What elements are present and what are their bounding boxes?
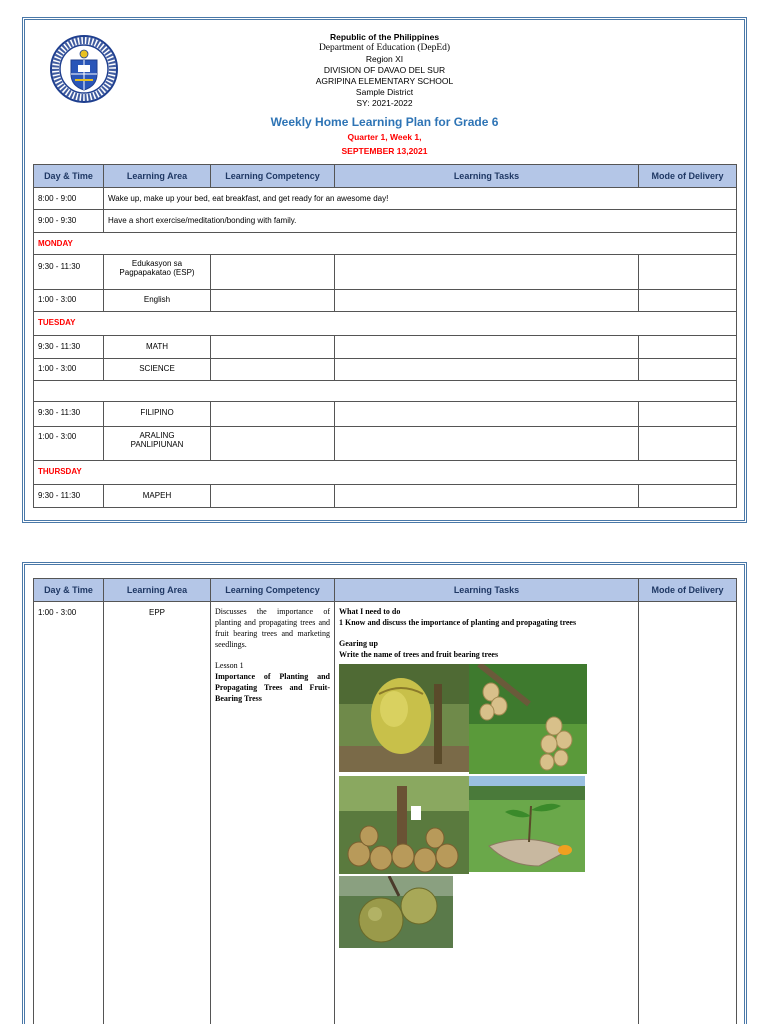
col-header-learning-tasks: Learning Tasks [335, 579, 639, 602]
col-header-learning-competency: Learning Competency [211, 579, 335, 602]
cell-empty [335, 290, 639, 312]
table-row [34, 402, 737, 427]
table-row [34, 210, 737, 233]
document-header [25, 20, 744, 164]
day-label-monday: MONDAY [34, 233, 737, 255]
cell-area: MAPEH [104, 485, 211, 508]
table-row [34, 188, 737, 210]
table-row-day [34, 312, 737, 336]
cell-area: ARALING PANLIPIUNAN [104, 427, 211, 461]
table-header-row [34, 579, 737, 602]
cell-empty [211, 427, 335, 461]
cell-area: FILIPINO [104, 402, 211, 427]
table-row-day [34, 381, 737, 402]
cell-time: 9:30 - 11:30 [34, 402, 104, 427]
header-school: AGRIPINA ELEMENTARY SCHOOL [315, 76, 454, 86]
cell-empty [335, 402, 639, 427]
table-row-day [34, 461, 737, 485]
col-header-day-time: Day & Time [34, 579, 104, 602]
santol-photo [339, 876, 453, 948]
cell-empty [639, 336, 737, 359]
epp-table [33, 578, 737, 1024]
cell-empty [211, 290, 335, 312]
task-heading: What I need to do [339, 607, 401, 616]
table-row [34, 255, 737, 290]
cell-time: 9:30 - 11:30 [34, 485, 104, 508]
cell-empty [335, 255, 639, 290]
table-row [34, 602, 737, 1024]
lanzones-photo [469, 664, 587, 774]
cell-empty [335, 336, 639, 359]
jackfruit-photo [339, 664, 469, 772]
lesson-number: Lesson 1 [215, 661, 244, 670]
schedule-table [33, 164, 737, 508]
cell-empty [639, 427, 737, 461]
cell-area: Edukasyon sa Pagpapakatao (ESP) [104, 255, 211, 290]
header-department: Department of Education (DepEd) [318, 43, 451, 53]
cell-time: 1:00 - 3:00 [34, 290, 104, 312]
day-label-empty [34, 381, 737, 402]
cell-empty [211, 359, 335, 381]
lesson-title: Importance of Planting and Propagating Trees and Fruit- Bearing Tress [215, 672, 330, 703]
table-row [34, 359, 737, 381]
col-header-mode-of-delivery: Mode of Delivery [639, 579, 737, 602]
cell-time: 9:30 - 11:30 [34, 336, 104, 359]
cell-competency [211, 602, 335, 1024]
header-region: Region XI [365, 54, 404, 64]
gearing-up-heading: Gearing up [339, 639, 378, 648]
page-one [22, 17, 747, 523]
table-row-day [34, 233, 737, 255]
col-header-learning-tasks: Learning Tasks [335, 165, 639, 188]
cell-routine: Wake up, make up your bed, eat breakfast, and get ready for an awesome day! [104, 188, 737, 210]
plan-date: SEPTEMBER 13,2021 [341, 146, 428, 156]
col-header-learning-competency: Learning Competency [211, 165, 335, 188]
page-two [22, 562, 747, 1024]
quarter-week: Quarter 1, Week 1, [347, 132, 422, 142]
competency-text: Discusses the importance of planting and propagating trees and fruit bearing trees and marketing seedlings. [215, 607, 330, 649]
durian-photo [339, 776, 469, 874]
col-header-mode-of-delivery: Mode of Delivery [639, 165, 737, 188]
plan-title: Weekly Home Learning Plan for Grade 6 [270, 115, 499, 129]
cell-time: 1:00 - 3:00 [34, 602, 104, 1024]
header-school-year: SY: 2021-2022 [356, 98, 413, 108]
table-row [34, 485, 737, 508]
cell-empty [335, 485, 639, 508]
cell-empty [211, 336, 335, 359]
cell-time: 1:00 - 3:00 [34, 359, 104, 381]
day-label-tuesday: TUESDAY [34, 312, 737, 336]
cell-area: EPP [104, 602, 211, 1024]
cell-empty [639, 255, 737, 290]
mango-seedling-photo [469, 776, 585, 872]
table-header-row [34, 165, 737, 188]
table-row [34, 336, 737, 359]
cell-empty [211, 402, 335, 427]
cell-empty [639, 402, 737, 427]
cell-time: 9:30 - 11:30 [34, 255, 104, 290]
table-row [34, 290, 737, 312]
cell-routine: Have a short exercise/meditation/bonding with family. [104, 210, 737, 233]
cell-time: 9:00 - 9:30 [34, 210, 104, 233]
cell-area: MATH [104, 336, 211, 359]
task-item: 1 Know and discuss the importance of planting and propagating trees [339, 618, 577, 627]
cell-empty [639, 359, 737, 381]
cell-empty [335, 359, 639, 381]
cell-empty [335, 427, 639, 461]
table-row [34, 427, 737, 461]
cell-empty [211, 485, 335, 508]
cell-time: 8:00 - 9:00 [34, 188, 104, 210]
day-label-thursday: THURSDAY [34, 461, 737, 485]
cell-empty [639, 485, 737, 508]
col-header-learning-area: Learning Area [104, 165, 211, 188]
cell-empty [639, 290, 737, 312]
col-header-learning-area: Learning Area [104, 579, 211, 602]
header-division: DIVISION OF DAVAO DEL SUR [323, 65, 446, 75]
cell-tasks [335, 602, 639, 1024]
cell-mode-delivery [639, 602, 737, 1024]
header-republic: Republic of the Philippines [329, 32, 440, 42]
header-district: Sample District [355, 87, 414, 97]
cell-area: SCIENCE [104, 359, 211, 381]
tree-photo-gallery [339, 664, 634, 954]
gearing-up-instruction: Write the name of trees and fruit bearing trees [339, 650, 499, 659]
col-header-day-time: Day & Time [34, 165, 104, 188]
cell-empty [211, 255, 335, 290]
cell-time: 1:00 - 3:00 [34, 427, 104, 461]
cell-area: English [104, 290, 211, 312]
